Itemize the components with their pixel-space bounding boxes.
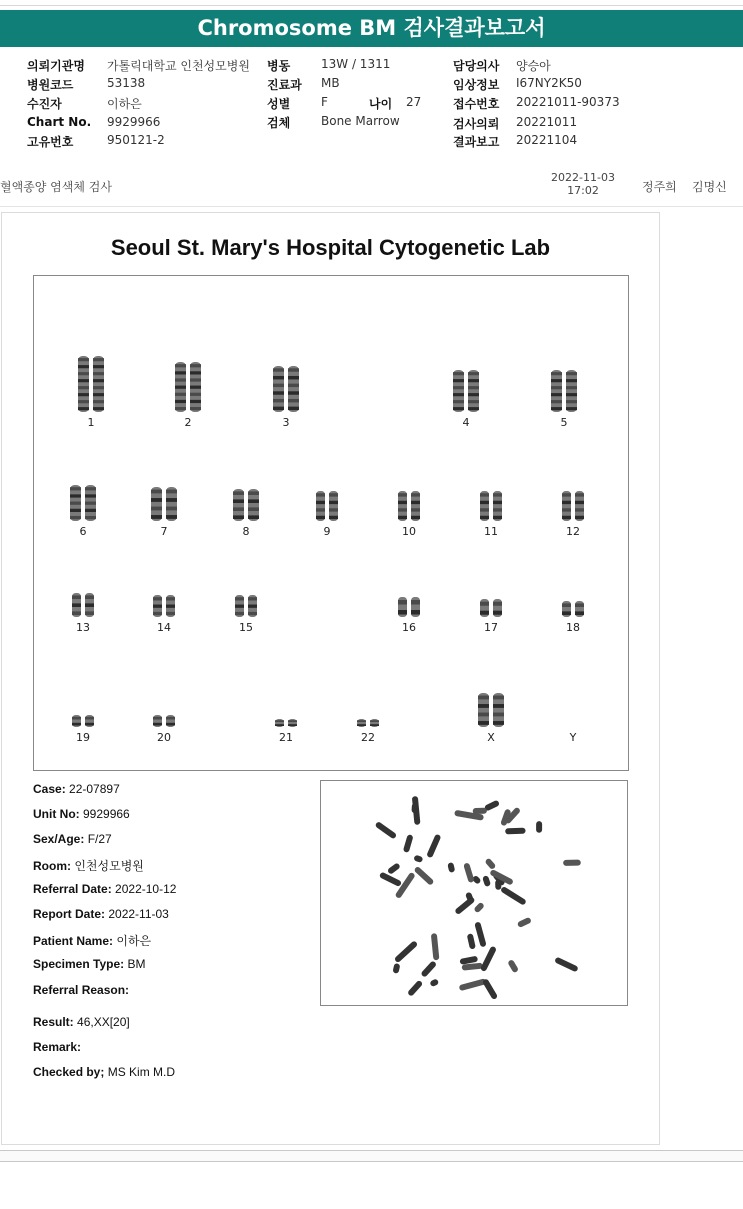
report-date-value: 20221104 xyxy=(516,133,578,147)
chromosome-pair xyxy=(153,715,175,727)
metaphase-chromosome xyxy=(554,957,579,973)
chromosome-pair xyxy=(72,593,94,617)
chromosome-label: 2 xyxy=(184,416,192,429)
metaphase-chromosome xyxy=(563,860,581,866)
metaphase-chromosome xyxy=(379,872,402,888)
karyotype-image xyxy=(33,275,629,771)
chromosome-pair xyxy=(175,362,201,412)
timestamp-time: 17:02 xyxy=(567,184,599,197)
chromosome-pair xyxy=(398,491,420,521)
info-institution xyxy=(27,57,85,74)
metaphase-chromosome xyxy=(474,921,486,947)
chromosome-pair xyxy=(357,719,379,727)
metaphase-chromosome xyxy=(413,866,434,886)
metaphase-chromosome xyxy=(484,858,496,871)
chromosome-label: 11 xyxy=(484,525,498,538)
report-field-value: 22-07897 xyxy=(69,782,120,796)
chromosome-pair xyxy=(398,597,420,617)
metaphase-chromosome xyxy=(375,821,398,840)
karyotype-svg xyxy=(34,276,628,770)
result-label: Result: xyxy=(33,1015,74,1029)
test-subheader xyxy=(0,168,743,207)
info-value xyxy=(107,57,250,74)
age-label: 나이 xyxy=(369,97,393,111)
chromosome-label: 8 xyxy=(242,525,250,538)
chromosome-label: 6 xyxy=(79,525,87,538)
report-date-label: 결과보고 xyxy=(453,135,500,149)
metaphase-chromosome xyxy=(517,917,532,928)
metaphase-chromosome xyxy=(394,940,419,963)
chromosome-pair xyxy=(478,693,504,727)
metaphase-chromosome xyxy=(463,862,475,883)
unique-no-value: 950121-2 xyxy=(107,133,165,147)
metaphase-chromosome xyxy=(536,821,542,833)
chromosome-label: 15 xyxy=(239,621,253,634)
report-field-label: Unit No: xyxy=(33,807,80,821)
info-label: 의뢰기관명 xyxy=(27,59,85,73)
page-title: Chromosome BM 검사결과보고서 xyxy=(0,10,743,47)
chromosome-label: 21 xyxy=(279,731,293,744)
chromosome-pair xyxy=(562,601,584,617)
clinical-info-label: 임상정보 xyxy=(453,78,500,92)
chromosome-pair xyxy=(151,487,177,521)
unique-no-label: 고유번호 xyxy=(27,135,74,149)
timestamp xyxy=(548,171,618,197)
department-value: MB xyxy=(321,76,340,90)
chromosome-pair xyxy=(316,491,338,521)
chromosome-pair xyxy=(153,595,175,617)
report-field-value: 2022-10-12 xyxy=(115,882,177,896)
clinical-info-value: I67NY2K50 xyxy=(516,76,582,90)
metaphase-chromosome xyxy=(413,855,423,863)
result-value: 46,XX[20] xyxy=(77,1015,130,1029)
report-field-label: Room: xyxy=(33,859,71,873)
chromosome-pair xyxy=(551,370,577,412)
request-date-label: 검사의뢰 xyxy=(453,117,500,131)
metaphase-svg xyxy=(321,781,627,1005)
report-field-label: Referral Date: xyxy=(33,882,112,896)
chromosome-pair xyxy=(453,370,479,412)
chromosome-label: 9 xyxy=(323,525,331,538)
metaphase-chromosome xyxy=(507,959,519,973)
chart-no-label: Chart No. xyxy=(27,115,92,129)
chromosome-label: 16 xyxy=(402,621,416,634)
report-field xyxy=(33,983,129,997)
report-field-value: 9929966 xyxy=(83,807,130,821)
metaphase-chromosome xyxy=(447,862,455,873)
metaphase-chromosome xyxy=(420,960,437,978)
patient-value: 이하은 xyxy=(107,97,142,111)
lab-title: Seoul St. Mary's Hospital Cytogenetic Lab xyxy=(110,235,551,260)
age-value: 27 xyxy=(406,95,422,109)
timestamp-date: 2022-11-03 xyxy=(551,171,615,184)
metaphase-image xyxy=(320,780,628,1006)
report-field-label: Case: xyxy=(33,782,66,796)
metaphase-chromosome xyxy=(473,902,485,914)
metaphase-chromosome xyxy=(454,896,475,915)
report-field xyxy=(33,907,169,921)
checked-value: MS Kim M.D xyxy=(107,1065,176,1079)
hospital-code-label: 병원코드 xyxy=(27,78,74,92)
doctor-label: 담당의사 xyxy=(453,59,500,73)
metaphase-chromosome xyxy=(495,880,501,890)
user-2: 김명신 xyxy=(692,180,727,194)
chart-no-value: 9929966 xyxy=(107,115,161,129)
result-line xyxy=(33,1015,130,1029)
chromosome-pair xyxy=(273,366,299,412)
chromosome-label: X xyxy=(487,731,495,744)
metaphase-chromosome xyxy=(407,980,423,997)
chromosome-label: Y xyxy=(569,731,577,744)
report-field-value: F/27 xyxy=(87,832,112,846)
report-field-label: Report Date: xyxy=(33,907,106,921)
report-field xyxy=(33,832,112,846)
chromosome-label: 22 xyxy=(361,731,375,744)
report-field-label: Patient Name: xyxy=(33,934,114,948)
metaphase-chromosome xyxy=(505,828,526,835)
report-field xyxy=(33,882,176,896)
chromosome-label: 4 xyxy=(462,416,470,429)
chromosome-pair xyxy=(70,485,96,521)
report-field-value: 이하은 xyxy=(116,934,152,948)
top-divider xyxy=(0,0,743,6)
metaphase-chromosome xyxy=(392,963,400,974)
report-field-value: BM xyxy=(127,957,146,971)
metaphase-chromosome xyxy=(459,978,487,991)
metaphase-chromosome xyxy=(387,862,401,875)
report-field xyxy=(33,932,151,949)
ward-label: 병동 xyxy=(267,59,291,73)
chromosome-label: 7 xyxy=(160,525,168,538)
metaphase-chromosome xyxy=(500,886,527,906)
chromosome-pair xyxy=(275,719,297,727)
metaphase-chromosome xyxy=(467,933,476,949)
chromosome-pair xyxy=(233,489,259,521)
institution-value: 가톨릭대학교 인천성모병원 xyxy=(107,59,250,73)
ward-value: 13W / 1311 xyxy=(321,57,391,71)
sex-label: 성별 xyxy=(267,97,291,111)
specimen-label: 검체 xyxy=(267,116,291,130)
receipt-no-value: 20221011-90373 xyxy=(516,95,620,109)
bottom-divider xyxy=(0,1150,743,1162)
chromosome-label: 5 xyxy=(560,416,568,429)
chromosome-label: 13 xyxy=(76,621,90,634)
metaphase-chromosome xyxy=(411,803,418,813)
chromosome-label: 20 xyxy=(157,731,171,744)
metaphase-chromosome xyxy=(482,875,491,887)
patient-label: 수진자 xyxy=(27,97,62,111)
metaphase-chromosome xyxy=(403,834,414,853)
metaphase-chromosome xyxy=(473,808,487,815)
specimen-value: Bone Marrow xyxy=(321,114,400,128)
chromosome-label: 14 xyxy=(157,621,171,634)
report-field xyxy=(33,782,120,796)
chromosome-label: 18 xyxy=(566,621,580,634)
remark-line xyxy=(33,1040,81,1054)
chromosome-label: 10 xyxy=(402,525,416,538)
chromosome-label: 17 xyxy=(484,621,498,634)
report-field-value: 인천성모병원 xyxy=(74,859,144,873)
report-field-value: 2022-11-03 xyxy=(108,907,169,921)
checked-line xyxy=(33,1065,175,1079)
test-name: 혈액종양 염색체 검사 xyxy=(0,180,112,194)
chromosome-label: 12 xyxy=(566,525,580,538)
report-field xyxy=(33,807,130,821)
department-label: 진료과 xyxy=(267,78,302,92)
request-date-value: 20221011 xyxy=(516,115,578,129)
chromosome-pair xyxy=(72,715,94,727)
report-field-label: Referral Reason: xyxy=(33,983,130,997)
metaphase-chromosome xyxy=(431,933,440,960)
chromosome-label: 3 xyxy=(282,416,290,429)
report-field xyxy=(33,957,145,971)
chromosome-pair xyxy=(562,491,584,521)
user-1: 정주희 xyxy=(642,180,677,194)
sex-value: F xyxy=(321,95,328,109)
remark-label: Remark: xyxy=(33,1040,82,1054)
metaphase-chromosome xyxy=(426,834,441,859)
metaphase-chromosome xyxy=(429,978,439,987)
checked-label: Checked by; xyxy=(33,1065,105,1079)
chromosome-pair xyxy=(78,356,104,412)
doctor-value: 양승아 xyxy=(516,59,551,73)
hospital-code-value: 53138 xyxy=(107,76,146,90)
chromosome-pair xyxy=(480,491,502,521)
report-field-label: Sex/Age: xyxy=(33,832,85,846)
report-panel xyxy=(1,212,660,1145)
metaphase-chromosome xyxy=(480,946,497,972)
chromosome-label: 19 xyxy=(76,731,90,744)
report-field-label: Specimen Type: xyxy=(33,957,125,971)
receipt-no-label: 접수번호 xyxy=(453,97,500,111)
chromosome-pair xyxy=(235,595,257,617)
chromosome-label: 1 xyxy=(87,416,95,429)
chromosome-pair xyxy=(480,599,502,617)
report-field xyxy=(33,857,144,874)
metaphase-chromosome xyxy=(482,978,498,1000)
